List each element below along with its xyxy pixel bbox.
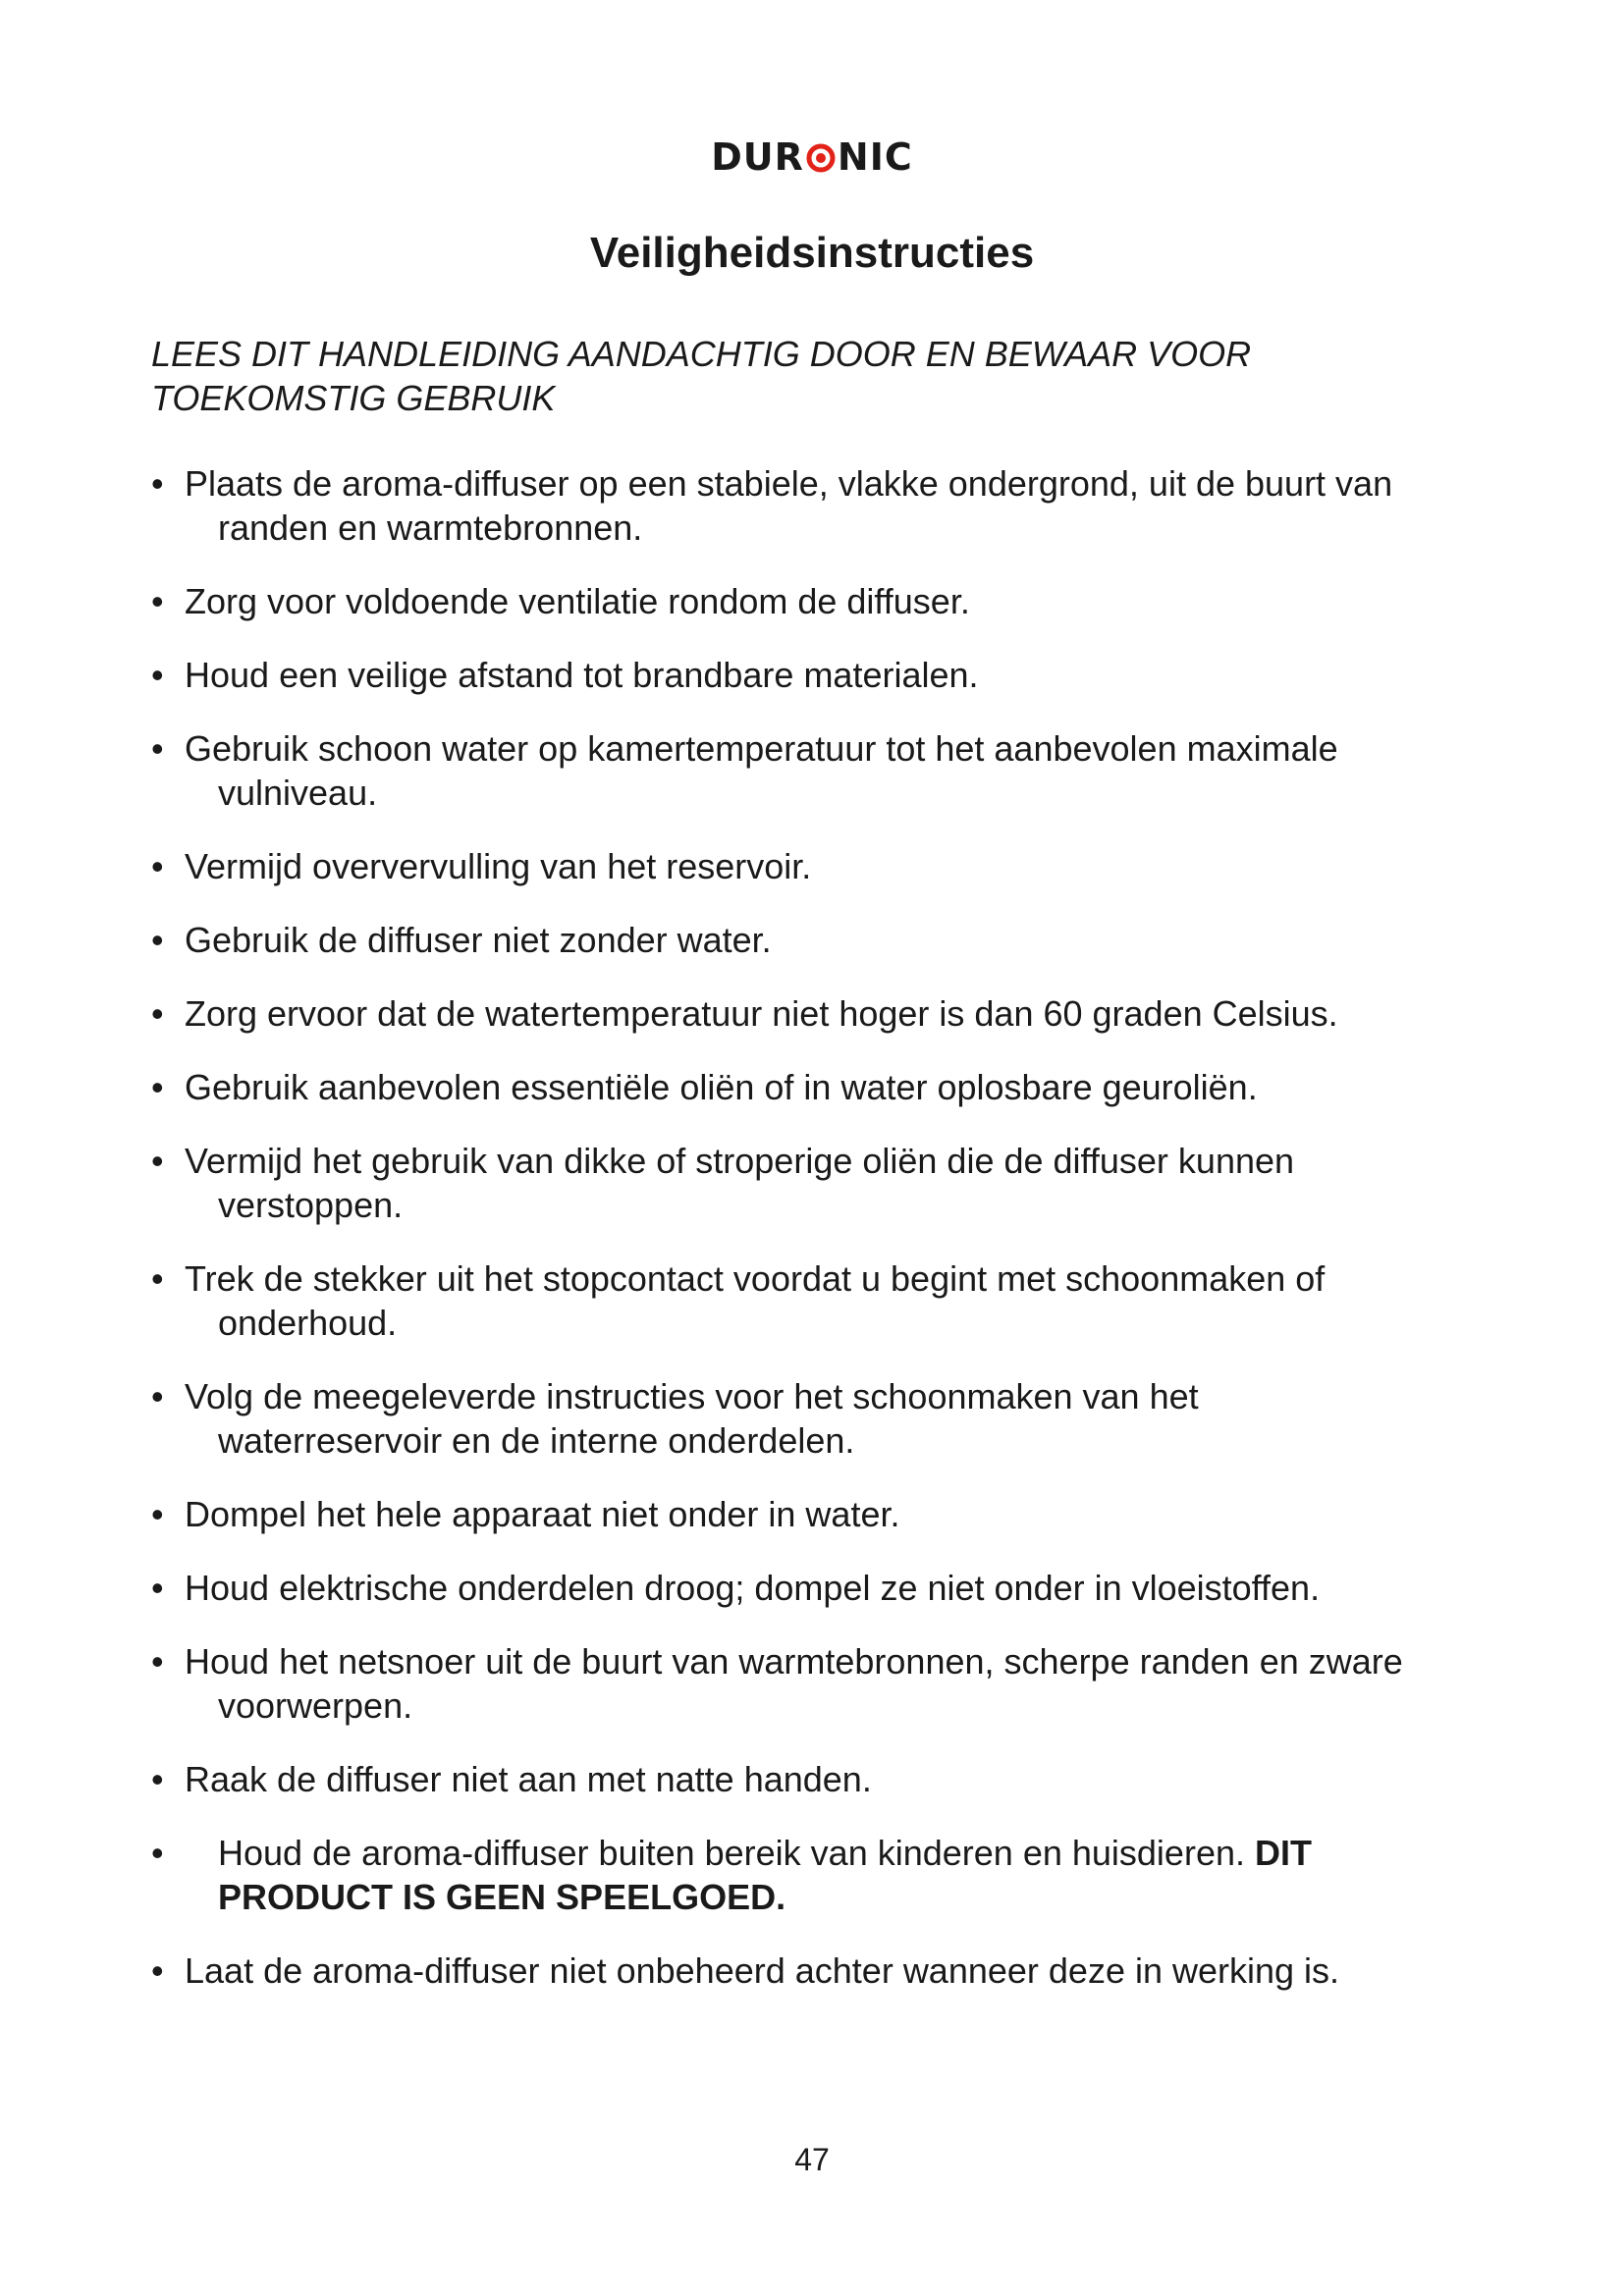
list-item: • Vermijd het gebruik van dikke of stroperige oliën die de diffuser kunnen verstoppen. (151, 1141, 1295, 1225)
bullet-icon: • (151, 920, 164, 960)
list-item: • Trek de stekker uit het stopcontact voordat u begint met schoonmaken of onderhoud. (151, 1258, 1326, 1343)
list-item: • Laat de aroma-diffuser niet onbeheerd achter wanneer deze in werking is. (151, 1950, 1340, 1991)
bullet-icon: • (151, 1950, 164, 1991)
list-item: • Gebruik de diffuser niet zonder water. (151, 920, 772, 960)
list-item: • Vermijd oververvulling van het reservoir. (151, 846, 812, 886)
warning-emphasis: DIT (1255, 1833, 1313, 1873)
page-number: 47 (794, 2142, 830, 2177)
list-item: • Houd elektrische onderdelen droog; dompel ze niet onder in vloeistoffen. (151, 1568, 1321, 1608)
bullet-icon: • (151, 655, 164, 695)
list-item: • Houd een veilige afstand tot brandbare materialen. (151, 655, 979, 695)
bullet-icon: • (151, 1067, 164, 1107)
warning-emphasis-continued: PRODUCT IS GEEN SPEELGOED. (218, 1877, 786, 1917)
list-item-warning: • Houd de aroma-diffuser buiten bereik van kinderen en huisdieren. DIT PRODUCT IS GEEN SPEELGOED. (151, 1831, 1467, 1919)
safety-instructions-list (151, 461, 1467, 2022)
list-item: • Houd het netsnoer uit de buurt van warmtebronnen, scherpe randen en zware voorwerpen. (151, 1641, 1403, 1726)
page-title: Veiligheidsinstructies (589, 229, 1035, 277)
power-icon (806, 143, 836, 173)
list-item: • Gebruik aanbevolen essentiële oliën of in water oplosbare geuroliën. (151, 1067, 1258, 1107)
bullet-icon: • (151, 463, 164, 504)
bullet-icon: • (151, 728, 164, 769)
brand-logo (0, 135, 1624, 179)
bullet-icon: • (151, 1641, 164, 1682)
bullet-icon: • (151, 1759, 164, 1799)
intro-warning: LEES DIT HANDLEIDING AANDACHTIG DOOR EN BEWAAR VOOR TOEKOMSTIG GEBRUIK (151, 334, 1252, 418)
brand-logo-left: DUR (711, 135, 804, 179)
bullet-icon: • (151, 1258, 164, 1299)
list-item: • Plaats de aroma-diffuser op een stabiele, vlakke ondergrond, uit de buurt van randen en warmtebronnen. (151, 463, 1393, 548)
brand-logo-right: NIC (837, 135, 913, 179)
bullet-icon: • (151, 1568, 164, 1608)
list-item: • Dompel het hele apparaat niet onder in water. (151, 1494, 900, 1534)
list-item: • Volg de meegeleverde instructies voor het schoonmaken van het waterreservoir en de interne onderdelen. (151, 1376, 1199, 1461)
bullet-icon: • (151, 1494, 164, 1534)
bullet-icon: • (151, 993, 164, 1034)
bullet-icon: • (151, 581, 164, 621)
bullet-icon: • (151, 846, 164, 886)
list-item: • Zorg voor voldoende ventilatie rondom de diffuser. (151, 581, 970, 621)
list-item: • Gebruik schoon water op kamertemperatuur tot het aanbevolen maximale vulniveau. (151, 728, 1338, 813)
list-item: • Raak de diffuser niet aan met natte handen. (151, 1759, 872, 1799)
bullet-icon: • (151, 1376, 164, 1416)
bullet-icon: • (151, 1141, 164, 1181)
list-item: • Zorg ervoor dat de watertemperatuur niet hoger is dan 60 graden Celsius. (151, 993, 1338, 1034)
bullet-icon: • (151, 1833, 164, 1873)
